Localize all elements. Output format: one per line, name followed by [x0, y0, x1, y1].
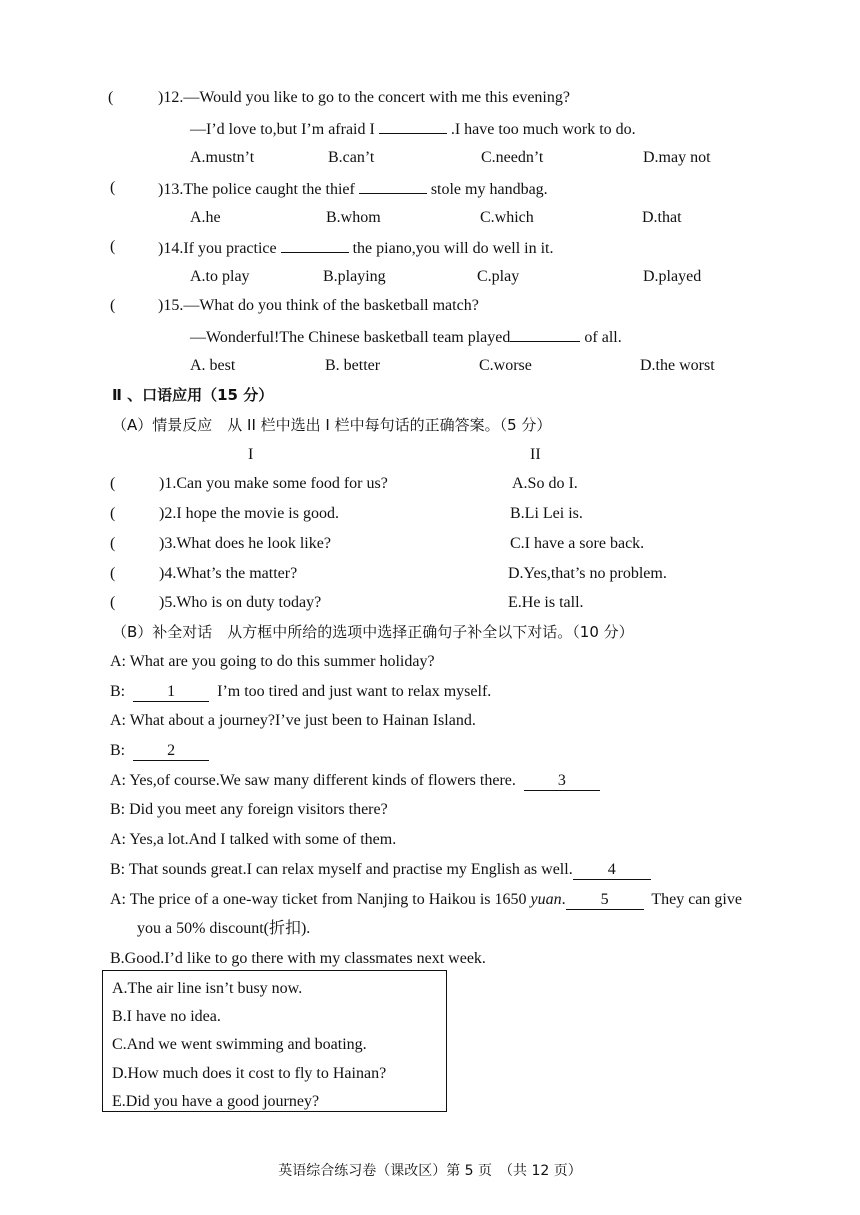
box-option-a: A.The air line isn’t busy now. [112, 980, 303, 997]
dialogue-blank-3[interactable]: 3 [524, 772, 600, 791]
matching-answer-e: E.He is tall. [508, 594, 584, 611]
dialogue-text-end: They can give [651, 891, 742, 908]
part-a-title: （A）情景反应 从 II 栏中选出 I 栏中每句话的正确答案。（5 分） [112, 416, 552, 434]
question-14-stem [158, 237, 553, 259]
column-1-header: I [248, 446, 254, 463]
dialogue-text: A: The price of a one-way ticket from Nanjing to Haikou is 1650 [110, 891, 527, 908]
paren-close: ) [158, 89, 164, 106]
dialogue-line-3: A: What about a journey?I’ve just been to Hainan Island. [110, 712, 476, 729]
question-14-paren: ( [110, 238, 116, 255]
question-12-paren: ( [108, 89, 114, 106]
paren-close: ) [158, 240, 164, 257]
matching-answer-d: D.Yes,that’s no problem. [508, 565, 667, 582]
box-option-d: D.How much does it cost to fly to Hainan? [112, 1065, 387, 1082]
page-footer: 英语综合练习卷（课改区）第 5 页 （共 12 页） [278, 1163, 582, 1179]
dialogue-line-6: B: Did you meet any foreign visitors there? [110, 801, 388, 818]
reply-text: —I’d love to,but I’m afraid I [190, 121, 375, 138]
dialogue-text: B: That sounds great.I can relax myself and practise my English as well. [110, 861, 573, 878]
dialogue-blank-2[interactable]: 2 [133, 742, 209, 761]
matching-paren: ( [110, 594, 116, 611]
speaker: B: [110, 742, 126, 759]
answer-blank[interactable] [359, 178, 427, 194]
matching-question-4: )4.What’s the matter? [159, 565, 298, 582]
matching-question-2: )2.I hope the movie is good. [159, 505, 339, 522]
matching-answer-b: B.Li Lei is. [510, 505, 583, 522]
option-b: B.can’t [328, 149, 375, 166]
option-b: B.playing [323, 268, 386, 285]
option-b: B. better [325, 357, 381, 374]
dialogue-line-9 [110, 890, 742, 910]
box-option-c: C.And we went swimming and boating. [112, 1036, 367, 1053]
section-2-title: Ⅱ 、口语应用（15 分） [112, 386, 274, 404]
matching-question-5: )5.Who is on duty today? [159, 594, 322, 611]
option-c: C.needn’t [481, 149, 544, 166]
matching-paren: ( [110, 565, 116, 582]
question-13-text: 13.The police caught the thief [163, 181, 355, 198]
question-15-reply [190, 326, 622, 348]
dialogue-line-2 [110, 682, 491, 702]
option-d: D.that [642, 209, 682, 226]
matching-paren: ( [110, 505, 116, 522]
dialogue-line-10: you a 50% discount(折扣). [137, 920, 311, 937]
question-12-text: 12.—Would you like to go to the concert with me this evening? [163, 89, 570, 106]
option-a: A.mustn’t [190, 149, 255, 166]
answer-blank[interactable] [379, 118, 447, 134]
dialogue-blank-5[interactable]: 5 [566, 891, 644, 910]
currency-unit: yuan [530, 891, 562, 908]
answer-blank[interactable] [281, 237, 349, 253]
question-14-text-end: the piano,you will do well in it. [352, 240, 554, 257]
part-b-title: （B）补全对话 从方框中所给的选项中选择正确句子补全以下对话。（10 分） [112, 623, 634, 641]
dialogue-text: A: Yes,of course.We saw many different kinds of flowers there. [110, 772, 516, 789]
matching-paren: ( [110, 475, 116, 492]
question-13-text-end: stole my handbag. [430, 181, 548, 198]
matching-question-1: )1.Can you make some food for us? [159, 475, 388, 492]
dialogue-line-8 [110, 860, 651, 880]
reply-text-end: .I have too much work to do. [450, 121, 636, 138]
option-a: A.to play [190, 268, 250, 285]
dialogue-line-7: A: Yes,a lot.And I talked with some of them. [110, 831, 397, 848]
question-13-stem [158, 178, 548, 200]
options-box [102, 970, 447, 1112]
dialogue-blank-1[interactable]: 1 [133, 683, 209, 702]
option-c: C.play [477, 268, 520, 285]
matching-answer-c: C.I have a sore back. [510, 535, 645, 552]
option-a: A. best [190, 357, 236, 374]
matching-paren: ( [110, 535, 116, 552]
paren-close: ) [158, 181, 164, 198]
question-14-text: 14.If you practice [163, 240, 277, 257]
question-12-reply [190, 118, 636, 140]
question-13-paren: ( [110, 179, 116, 196]
dialogue-text: I’m too tired and just want to relax myself. [217, 683, 492, 700]
question-15-stem [158, 296, 479, 316]
box-option-e: E.Did you have a good journey? [112, 1093, 320, 1110]
option-b: B.whom [326, 209, 381, 226]
reply-text: —Wonderful!The Chinese basketball team played [190, 329, 511, 346]
dialogue-line-4 [110, 741, 209, 761]
dialogue-blank-4[interactable]: 4 [573, 861, 651, 880]
column-2-header: II [530, 446, 541, 463]
question-12-stem [158, 88, 570, 108]
period: . [561, 891, 566, 908]
option-d: D.played [643, 268, 702, 285]
dialogue-line-5 [110, 771, 600, 791]
question-15-paren: ( [110, 297, 116, 314]
reply-text-end: of all. [584, 329, 622, 346]
option-d: D.the worst [640, 357, 715, 374]
box-option-b: B.I have no idea. [112, 1008, 221, 1025]
matching-question-3: )3.What does he look like? [159, 535, 331, 552]
answer-blank[interactable] [510, 326, 580, 342]
matching-answer-a: A.So do I. [512, 475, 578, 492]
option-a: A.he [190, 209, 221, 226]
option-c: C.worse [479, 357, 532, 374]
question-15-text: 15.—What do you think of the basketball match? [163, 297, 479, 314]
speaker: B: [110, 683, 126, 700]
option-d: D.may not [643, 149, 711, 166]
dialogue-line-1: A: What are you going to do this summer holiday? [110, 653, 435, 670]
paren-close: ) [158, 297, 164, 314]
dialogue-line-11: B.Good.I’d like to go there with my classmates next week. [110, 950, 486, 967]
option-c: C.which [480, 209, 534, 226]
